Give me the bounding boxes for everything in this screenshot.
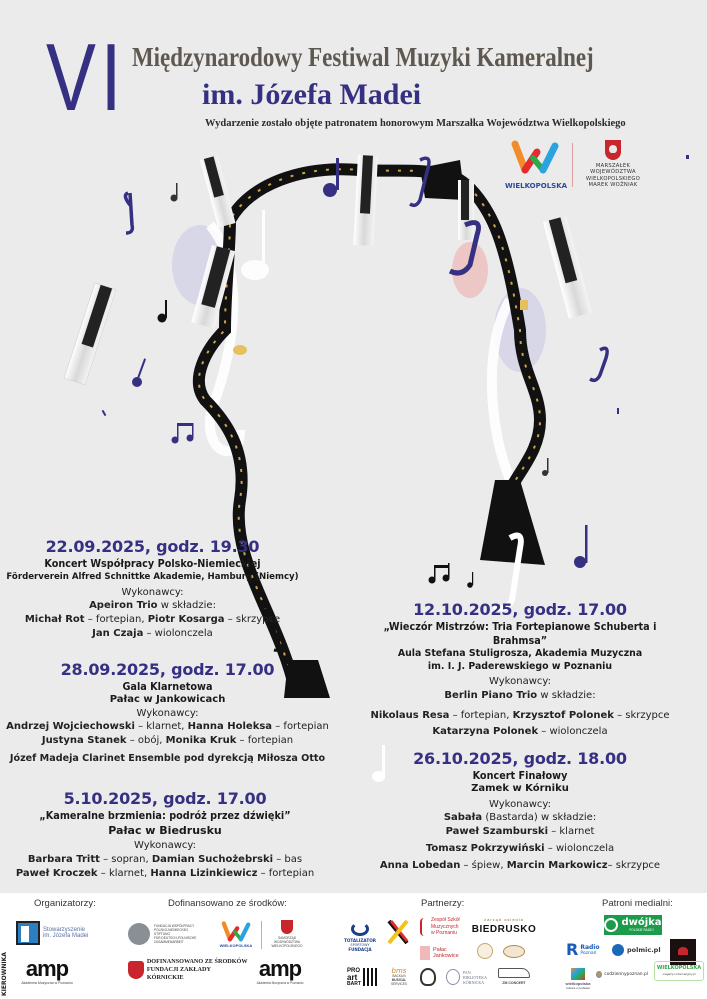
performer-line: Berlin Piano Trio w składzie: xyxy=(444,689,596,701)
festival-subtitle: im. Józefa Madei xyxy=(202,78,422,111)
radio-poznan-logo: R Radio Poznań xyxy=(566,940,600,959)
sponsor-divider xyxy=(572,143,573,187)
library-seal-icon xyxy=(446,969,460,985)
concert-venue: Zamek w Kórniku xyxy=(471,783,569,794)
polmic-icon xyxy=(612,944,624,956)
concert-venue: Aula Stefana Stuligrosza, Akademia Muzyczna xyxy=(397,648,643,659)
concert-date: 5.10.2025, godz. 17.00 xyxy=(63,789,267,808)
pinwheel-icon xyxy=(596,971,602,978)
concert-venue-line2: im. I. J. Paderewskiego w Poznaniu xyxy=(427,660,613,672)
flags-x-icon xyxy=(386,919,410,945)
amp-logo-organizer: amp Akademia Muzyczna w Poznaniu xyxy=(21,955,73,985)
performers-label: Wykonawcy: xyxy=(134,840,196,851)
concert-venue: Pałac w Biedrusku xyxy=(108,824,222,837)
stowarzyszenie-logo: Stowarzyszenie im. Józefa Madei xyxy=(16,918,91,948)
performer-line: Tomasz Pokrzywiński – wiolonczela xyxy=(425,843,615,854)
zssm-logo: Zespół Szkół Muzycznych w Poznaniu xyxy=(420,915,476,939)
wielkopolska-kultura-logo: wielkopolska kultura u podstaw xyxy=(562,963,594,995)
white-note-shapes xyxy=(210,210,526,542)
kornik-crest-icon xyxy=(128,961,144,979)
wielkopolska-magazyn-logo: WIELKOPOLSKA magazyn informacyjny.pl xyxy=(654,961,704,981)
proartbart-logo: PRO art BART xyxy=(344,966,380,988)
performer-line: Nikolaus Resa – fortepian, Krzysztof Polonek – skrzypce xyxy=(370,709,670,721)
laurel-emblem-icon xyxy=(420,968,436,986)
performer-line: Michał Rot – fortepian, Piotr Kosarga – skrzypce xyxy=(24,614,281,625)
performers-label: Wykonawcy: xyxy=(136,707,199,719)
concert-venue: Förderverein Alfred Schnittke Akademie, Hamburg (Niemcy) xyxy=(6,572,299,582)
bars-icon xyxy=(363,968,377,986)
wielkopolska-logo xyxy=(505,140,568,190)
ensemble-note: Józef Madeja Clarinet Ensemble pod dyrekcją Miłosza Otto xyxy=(9,753,326,764)
eagle-crest-icon xyxy=(281,920,293,934)
partners-title: Partnerzy: xyxy=(421,898,465,909)
pan-biblioteka-logo: PAN BIBLIOTEKA KÓRNICKA xyxy=(446,966,490,988)
violin-silhouette-icon xyxy=(172,225,546,372)
clarinet-bell-icon xyxy=(480,480,545,565)
concert-date: 28.09.2025, godz. 17.00 xyxy=(60,660,275,679)
performer-line: Jan Czaja – wiolonczela xyxy=(92,628,213,639)
totalizator-logo: TOTALIZATOR SPORTOWY FUNDACJA xyxy=(343,917,377,957)
marszalek-line: MARSZAŁEK xyxy=(595,163,631,169)
concert-title: Koncert Finałowy xyxy=(472,769,568,782)
fwpn-emblem-icon xyxy=(128,923,150,945)
performer-line: Justyna Stanek – obój, Monika Kruk – fortepian xyxy=(41,735,294,746)
marszalek-line: WIELKOPOLSKIEGO xyxy=(585,175,641,182)
concert-title: Gala Klarnetowa xyxy=(122,680,213,693)
concert-venue: Pałac w Jankowicach xyxy=(109,694,226,705)
concert-title: Koncert Współpracy Polsko-Niemieckiej xyxy=(44,557,261,570)
performers-label: Wykonawcy: xyxy=(489,798,551,810)
performer-line: Paweł Szamburski – klarnet xyxy=(445,826,595,837)
fwpn-logo: FUNDACJA WSPÓŁPRACY POLSKO-NIEMIECKIEJ STIFTUNG FÜR DEUTSCH-POLNISCHE ZUSAMMENARBEIT xyxy=(128,917,198,951)
radio-waves-icon xyxy=(604,918,618,932)
grand-piano-icon xyxy=(498,968,530,978)
marszalek-logo xyxy=(585,140,641,189)
piano-emblem-icon xyxy=(16,921,40,945)
organizers-title: Organizatorzy: xyxy=(34,898,96,909)
performer-line: Barbara Tritt – sopran, Damian Suchożebrski – bas xyxy=(27,853,303,865)
eagle-crest-icon xyxy=(605,140,621,160)
marszalek-line: WOJEWÓDZTWA xyxy=(590,169,636,176)
polmic-logo: polmic.pl xyxy=(612,942,662,958)
wielkopolska-w-icon xyxy=(221,921,251,943)
sponsors-footer xyxy=(0,893,707,999)
mosaic-icon xyxy=(571,968,585,980)
performer-line: Apeiron Trio w składzie: xyxy=(89,600,216,611)
violin-gold-icon xyxy=(233,345,247,355)
concert-card xyxy=(0,660,335,765)
zm-concert-logo: ZM CONCERT xyxy=(495,966,533,988)
concert-card xyxy=(0,537,305,641)
zssm-figure-icon xyxy=(420,918,428,936)
oval-seal-icon xyxy=(503,945,525,958)
clarinet-bell-icon xyxy=(420,160,465,200)
performer-line: Anna Lobedan – śpiew, Marcin Markowicz– skrzypce xyxy=(379,860,661,871)
funding-divider xyxy=(261,921,262,949)
samorzad-logo: SAMORZĄD WOJEWÓDZTWA WIELKOPOLSKIEGO xyxy=(265,915,309,953)
wielkopolska-w-icon xyxy=(511,140,559,176)
palac-jankowice-logo: Pałac Jankowice xyxy=(420,943,470,963)
concert-date: 12.10.2025, godz. 17.00 xyxy=(413,600,627,619)
concert-card xyxy=(0,789,330,881)
concert-date: 26.10.2025, godz. 18.00 xyxy=(413,749,627,768)
wielkopolska-label: WIELKOPOLSKA xyxy=(505,182,568,190)
performers-label: Wykonawcy: xyxy=(489,676,551,687)
radio-r-icon: R xyxy=(566,940,579,959)
dwojka-logo: dwójka POLSKIE RADIO xyxy=(604,915,662,935)
amp-logo-funding: amp Akademia Muzyczna w Poznaniu xyxy=(256,955,304,985)
wielkopolska-logo-footer: WIELKOPOLSKA xyxy=(215,917,257,953)
piano-school-seal-icon xyxy=(477,943,493,959)
f-hole-icon xyxy=(125,158,607,380)
violin-gold-icon xyxy=(520,300,528,310)
performer-line: Andrzej Wojciechowski – klarnet, Hanna Holeksa – fortepian xyxy=(6,721,329,732)
kornik-foundation-logo: DOFINANSOWANO ZE ŚRODKÓW FUNDACJI ZAKŁADY KÓRNICKIE xyxy=(128,959,248,981)
concert-card xyxy=(345,749,695,874)
performer-line: Paweł Kroczek – klarnet, Hanna Lizinkiewicz – fortepian xyxy=(15,867,315,879)
totalizator-icon xyxy=(351,922,369,936)
dark-media-icon xyxy=(678,947,688,955)
edition-numeral: VI xyxy=(46,24,127,131)
backun-logo: bms BACKUN MUSICAL SERVICES xyxy=(390,967,408,986)
funding-title: Dofinansowano ze środków: xyxy=(168,898,287,909)
concert-title: „Kameralne brzmienia: podróż przez dźwięki” xyxy=(39,809,291,822)
biedrusko-logo: zarząd osiedla BIEDRUSKO xyxy=(471,917,537,935)
concert-card xyxy=(345,600,695,740)
media-title: Patroni medialni: xyxy=(602,898,673,909)
performer-line: Sabała (Bastarda) w składzie: xyxy=(443,812,597,823)
polish-german-partner-logo xyxy=(385,917,411,947)
performers-label: Wykonawcy: xyxy=(121,586,184,598)
concert-date: 22.09.2025, godz. 19.30 xyxy=(45,537,260,556)
patronage-note: Wydarzenie zostało objęte patronatem honorowym Marszałka Województwa Wielkopolskiego xyxy=(205,118,626,129)
performer-line: Katarzyna Polonek – wiolonczela xyxy=(432,725,608,737)
codziennypoznan-logo: codziennypoznan.pl xyxy=(596,967,648,981)
palace-icon xyxy=(420,946,430,960)
festival-title: Międzynarodowy Festiwal Muzyki Kameralnej xyxy=(132,42,594,72)
concert-title: „Wieczór Mistrzów: Tria Fortepianowe Schuberta i Brahmsa” xyxy=(383,620,657,647)
marszalek-line: MAREK WOŹNIAK xyxy=(588,182,638,189)
vertical-label: KIEROWNIKA xyxy=(1,952,8,996)
f-hole-icon xyxy=(494,536,521,608)
